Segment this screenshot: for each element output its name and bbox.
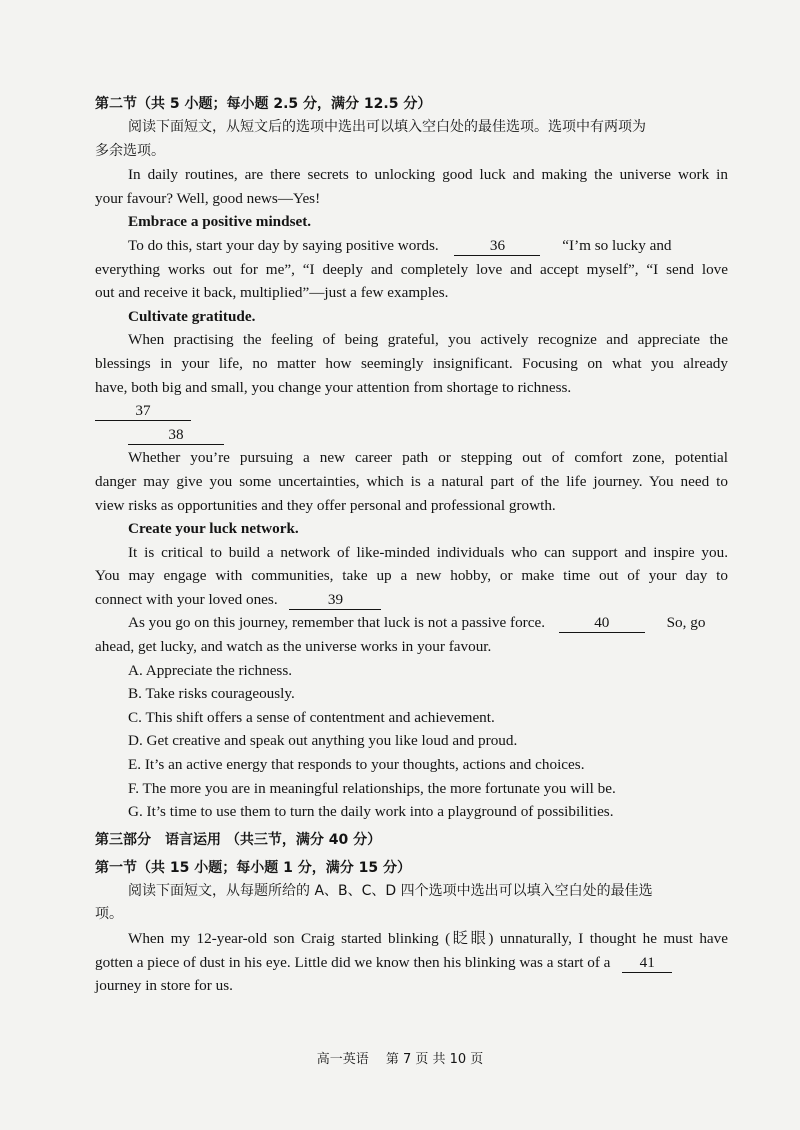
passage-intro-cont: your favour? Well, good news—Yes! (95, 189, 321, 207)
paragraph-line: everything works out for me”, “I deeply and completely love and accept myself”, “I send love (95, 260, 728, 278)
paragraph-line: have, both big and small, you change your attention from shortage to richness. (95, 378, 572, 396)
part3-instruction-cont: 项。 (95, 906, 123, 923)
subheading-cultivate-gratitude: Cultivate gratitude. (128, 307, 256, 325)
subheading-positive-mindset: Embrace a positive mindset. (128, 213, 312, 231)
part3-heading: 第三部分 语言运用 （共三节，满分 40 分） (95, 831, 382, 848)
option-d: D. Get creative and speak out anything you like loud and proud. (128, 732, 518, 750)
paragraph-line: Whether you’re pursuing a new career path or stepping out of comfort zone, potential (128, 449, 728, 467)
text-segment: connect with your loved ones. (95, 590, 278, 608)
text-segment: “I’m so lucky and (562, 236, 672, 254)
subheading-luck-network: Create your luck network. (128, 520, 299, 538)
text-segment: To do this, start your day by saying positive words. (128, 236, 439, 254)
paragraph-line: journey in store for us. (95, 977, 233, 995)
paragraph-line: out and receive it back, multiplied”—just a few examples. (95, 284, 449, 302)
paragraph-line (95, 588, 728, 612)
paragraph-line: ahead, get lucky, and watch as the universe works in your favour. (95, 638, 492, 656)
blank-38: 38 (128, 426, 224, 445)
paragraph-line: When my 12-year-old son Craig started blinking (眨眼) unnaturally, I thought he must have (128, 930, 728, 947)
section2-heading: 第二节（共 5 小题；每小题 2.5 分，满分 12.5 分） (95, 96, 432, 112)
option-e: E. It’s an active energy that responds to your thoughts, actions and choices. (128, 756, 585, 774)
text-segment: gotten a piece of dust in his eye. Little did we know then his blinking was a start of a (95, 953, 611, 971)
paragraph-line: It is critical to build a network of like-minded individuals who can support and inspire you. (128, 543, 728, 561)
section2-instruction: 阅读下面短文，从短文后的选项中选出可以填入空白处的最佳选项。选项中有两项为 (128, 119, 646, 135)
text-segment: As you go on this journey, remember that luck is not a passive force. (128, 614, 545, 632)
option-g: G. It’s time to use them to turn the daily work into a playground of possibilities. (128, 803, 614, 821)
part3-instruction: 阅读下面短文，从每题所给的 A、B、C、D 四个选项中选出可以填入空白处的最佳选 (128, 882, 653, 899)
option-c: C. This shift offers a sense of contentment and achievement. (128, 708, 495, 726)
part3-section1-heading: 第一节（共 15 小题；每小题 1 分，满分 15 分） (95, 859, 411, 876)
option-b: B. Take risks courageously. (128, 685, 295, 703)
paragraph-line: view risks as opportunities and they offer personal and professional growth. (95, 496, 556, 514)
blank-36: 36 (454, 237, 540, 256)
option-f: F. The more you are in meaningful relationships, the more fortunate you will be. (128, 779, 616, 797)
blank-line-37 (95, 399, 728, 423)
paragraph-line: When practising the feeling of being grateful, you actively recognize and appreciate the (128, 331, 728, 349)
blank-line-38 (95, 423, 728, 447)
blank-40: 40 (559, 614, 645, 633)
text-segment: So, go (666, 614, 706, 632)
blank-39: 39 (289, 591, 381, 610)
paragraph-line: You may engage with communities, take up a new hobby, or make time out of your day to (95, 567, 728, 585)
paragraph-line (95, 951, 728, 975)
page-footer: 高一英语 第 7 页 共 10 页 (316, 1052, 484, 1067)
passage-intro: In daily routines, are there secrets to unlocking good luck and making the universe work in (128, 166, 728, 184)
paragraph-line: danger may give you some uncertainties, which is a natural part of the life journey. You need to (95, 472, 728, 490)
paragraph-line (95, 611, 728, 635)
blank-41: 41 (622, 954, 672, 973)
paragraph-line: blessings in your life, no matter how seemingly insignificant. Focusing on what you already (95, 354, 728, 372)
paragraph-line (95, 234, 728, 258)
section2-instruction-cont: 多余选项。 (95, 142, 165, 159)
blank-37: 37 (95, 402, 191, 421)
option-a: A. Appreciate the richness. (128, 661, 293, 679)
